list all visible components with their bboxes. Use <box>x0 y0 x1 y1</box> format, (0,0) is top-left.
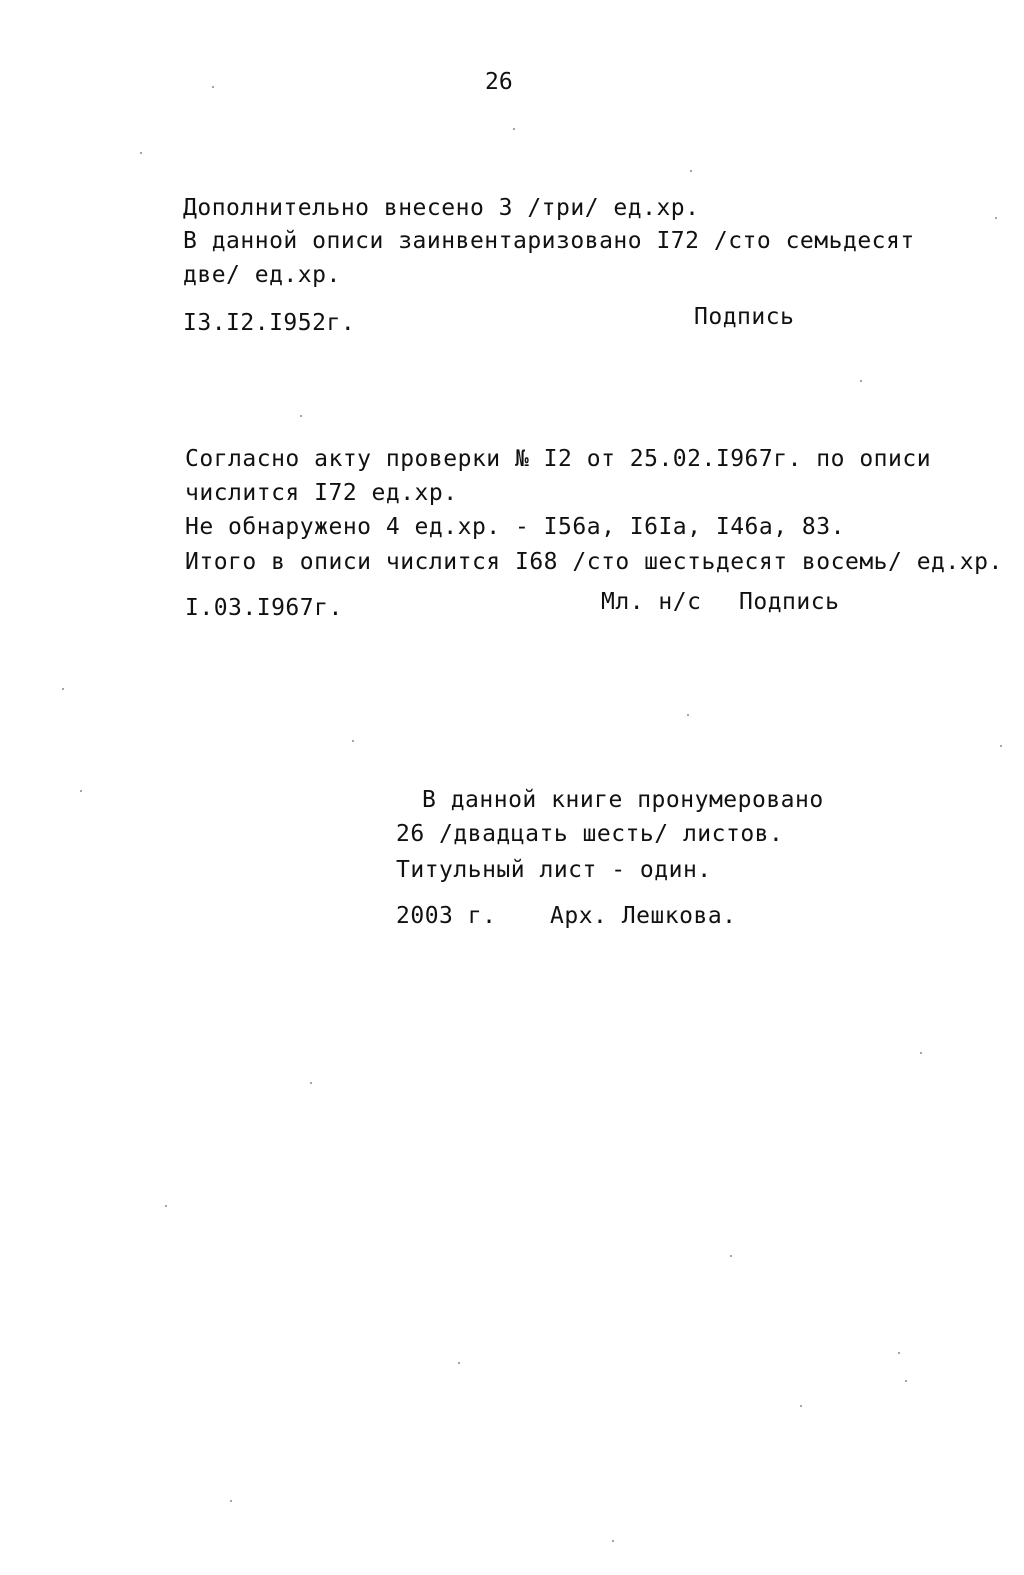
addition-line-2: В данной описи заинвентаризовано I72 /сто семьдесят <box>183 228 915 254</box>
inspection-signature: Подпись <box>739 589 840 615</box>
page-number: 26 <box>485 69 513 95</box>
inspection-line-3: Не обнаружено 4 ед.хр. - I56а, I6Iа, I46а, 8З. <box>185 514 845 540</box>
addition-line-3: две/ ед.хр. <box>183 262 341 288</box>
addition-date: I3.I2.I952г. <box>183 310 356 336</box>
numbering-line-3: Титульный лист - один. <box>396 857 712 883</box>
numbering-line-2: 26 /двадцать шесть/ листов. <box>396 821 784 847</box>
inspection-line-1: Согласно акту проверки № I2 от 25.02.I967г. по описи <box>185 446 932 472</box>
inspection-line-4: Итого в описи числится I68 /сто шестьдесят восемь/ ед.хр. <box>185 549 1003 575</box>
addition-line-1: Дополнительно внесено 3 /три/ ед.хр. <box>183 195 700 221</box>
numbering-signature: Арх. Лешкова. <box>550 903 737 929</box>
inspection-line-2: числится I72 ед.хр. <box>185 480 458 506</box>
numbering-line-1: В данной книге пронумеровано <box>422 787 824 813</box>
inspection-position: Мл. н/с <box>601 589 702 615</box>
inspection-date: I.03.I967г. <box>185 595 343 621</box>
numbering-date: 2003 г. <box>396 903 497 929</box>
addition-signature: Подпись <box>694 304 795 330</box>
